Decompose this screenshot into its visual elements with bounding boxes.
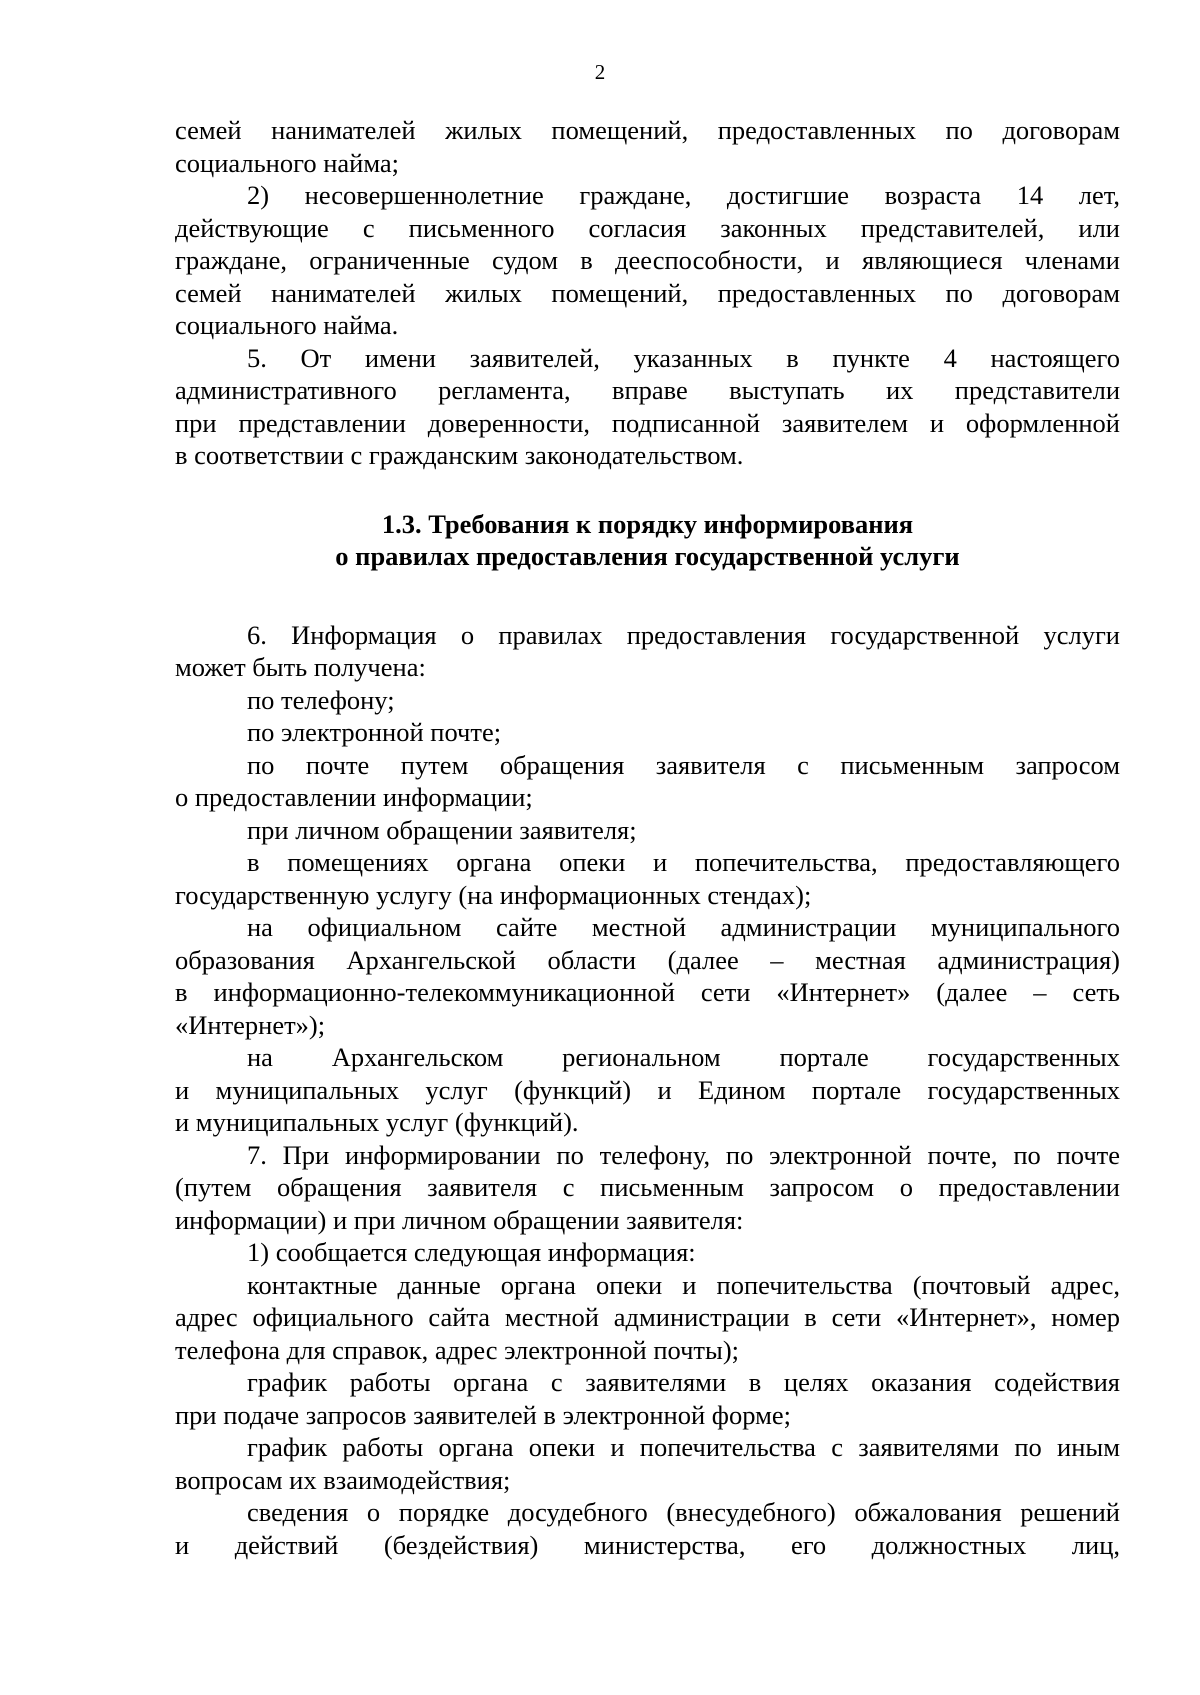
text-line: телефона для справок, адрес электронной почты); — [175, 1334, 740, 1365]
text-line: 6. Информация о правилах предоставления государственной услуги — [247, 619, 1120, 650]
text-line: государственную услугу (на информационных стендах); — [175, 879, 812, 910]
document-body — [175, 114, 1120, 1561]
section-heading-line-1: 1.3. Требования к порядку информирования — [381, 508, 914, 539]
text-line: административного регламента, вправе выступать их представители — [175, 375, 1120, 405]
text-line: при подаче запросов заявителей в электронной форме; — [175, 1399, 791, 1430]
text-line: по почте путем обращения заявителя с письменным запросом — [247, 749, 1120, 780]
text-line: семей нанимателей жилых помещений, предоставленных по договорам — [175, 115, 1120, 145]
text-line: вопросам их взаимодействия; — [175, 1464, 511, 1495]
text-line: сведения о порядке досудебного (внесудебного) обжалования решений — [247, 1497, 1120, 1527]
text-line: на Архангельском региональном портале государственных — [247, 1042, 1120, 1072]
text-line: и муниципальных услуг (функций) и Едином портале государственных — [175, 1074, 1120, 1105]
text-line: социального найма. — [175, 310, 399, 340]
text-line: образования Архангельской области (далее – местная администрация) — [175, 944, 1120, 975]
text-line: график работы органа с заявителями в целях оказания содействия — [247, 1367, 1120, 1397]
text-line: семей нанимателей жилых помещений, предоставленных по договорам — [175, 277, 1120, 308]
text-line: при представлении доверенности, подписанной заявителем и оформленной — [175, 407, 1120, 438]
text-line: граждане, ограниченные судом в дееспособности, и являющиеся членами — [175, 245, 1120, 275]
text-line: при личном обращении заявителя; — [247, 814, 637, 845]
text-line: 1) сообщается следующая информация: — [247, 1237, 696, 1267]
text-line: 2) несовершеннолетние граждане, достигшие возраста 14 лет, — [247, 180, 1120, 210]
text-line: 7. При информировании по телефону, по электронной почте, по почте — [247, 1139, 1120, 1170]
text-line: в информационно-телекоммуникационной сети «Интернет» (далее – сеть — [175, 977, 1120, 1007]
text-line: информации) и при личном обращении заявителя: — [175, 1204, 744, 1235]
text-line: о предоставлении информации; — [175, 782, 533, 812]
text-line: 5. От имени заявителей, указанных в пункте 4 настоящего — [247, 342, 1120, 373]
text-line: и действий (бездействия) министерства, его должностных лиц, — [175, 1529, 1120, 1560]
section-heading-line-2: о правилах предоставления государственной услуги — [335, 541, 960, 571]
text-line: (путем обращения заявителя с письменным запросом о предоставлении — [175, 1172, 1120, 1202]
text-line: контактные данные органа опеки и попечительства (почтовый адрес, — [247, 1269, 1120, 1300]
text-line: на официальном сайте местной администрации муниципального — [247, 912, 1120, 942]
spacer — [175, 573, 1120, 619]
page-number: 2 — [594, 60, 606, 84]
text-line: и муниципальных услуг (функций). — [175, 1107, 579, 1137]
text-line: в помещениях органа опеки и попечительства, предоставляющего — [247, 847, 1120, 877]
text-line: график работы органа опеки и попечительства с заявителями по иным — [247, 1432, 1120, 1462]
text-line: действующие с письменного согласия законных представителей, или — [175, 212, 1120, 243]
text-line: в соответствии с гражданским законодательством. — [175, 440, 744, 470]
text-line: может быть получена: — [175, 652, 426, 682]
text-line: по электронной почте; — [247, 717, 502, 747]
text-line: по телефону; — [247, 684, 395, 715]
text-line: социального найма; — [175, 147, 400, 178]
text-line: «Интернет»); — [175, 1009, 326, 1040]
spacer — [175, 472, 1120, 508]
text-line: адрес официального сайта местной администрации в сети «Интернет», номер — [175, 1302, 1120, 1332]
